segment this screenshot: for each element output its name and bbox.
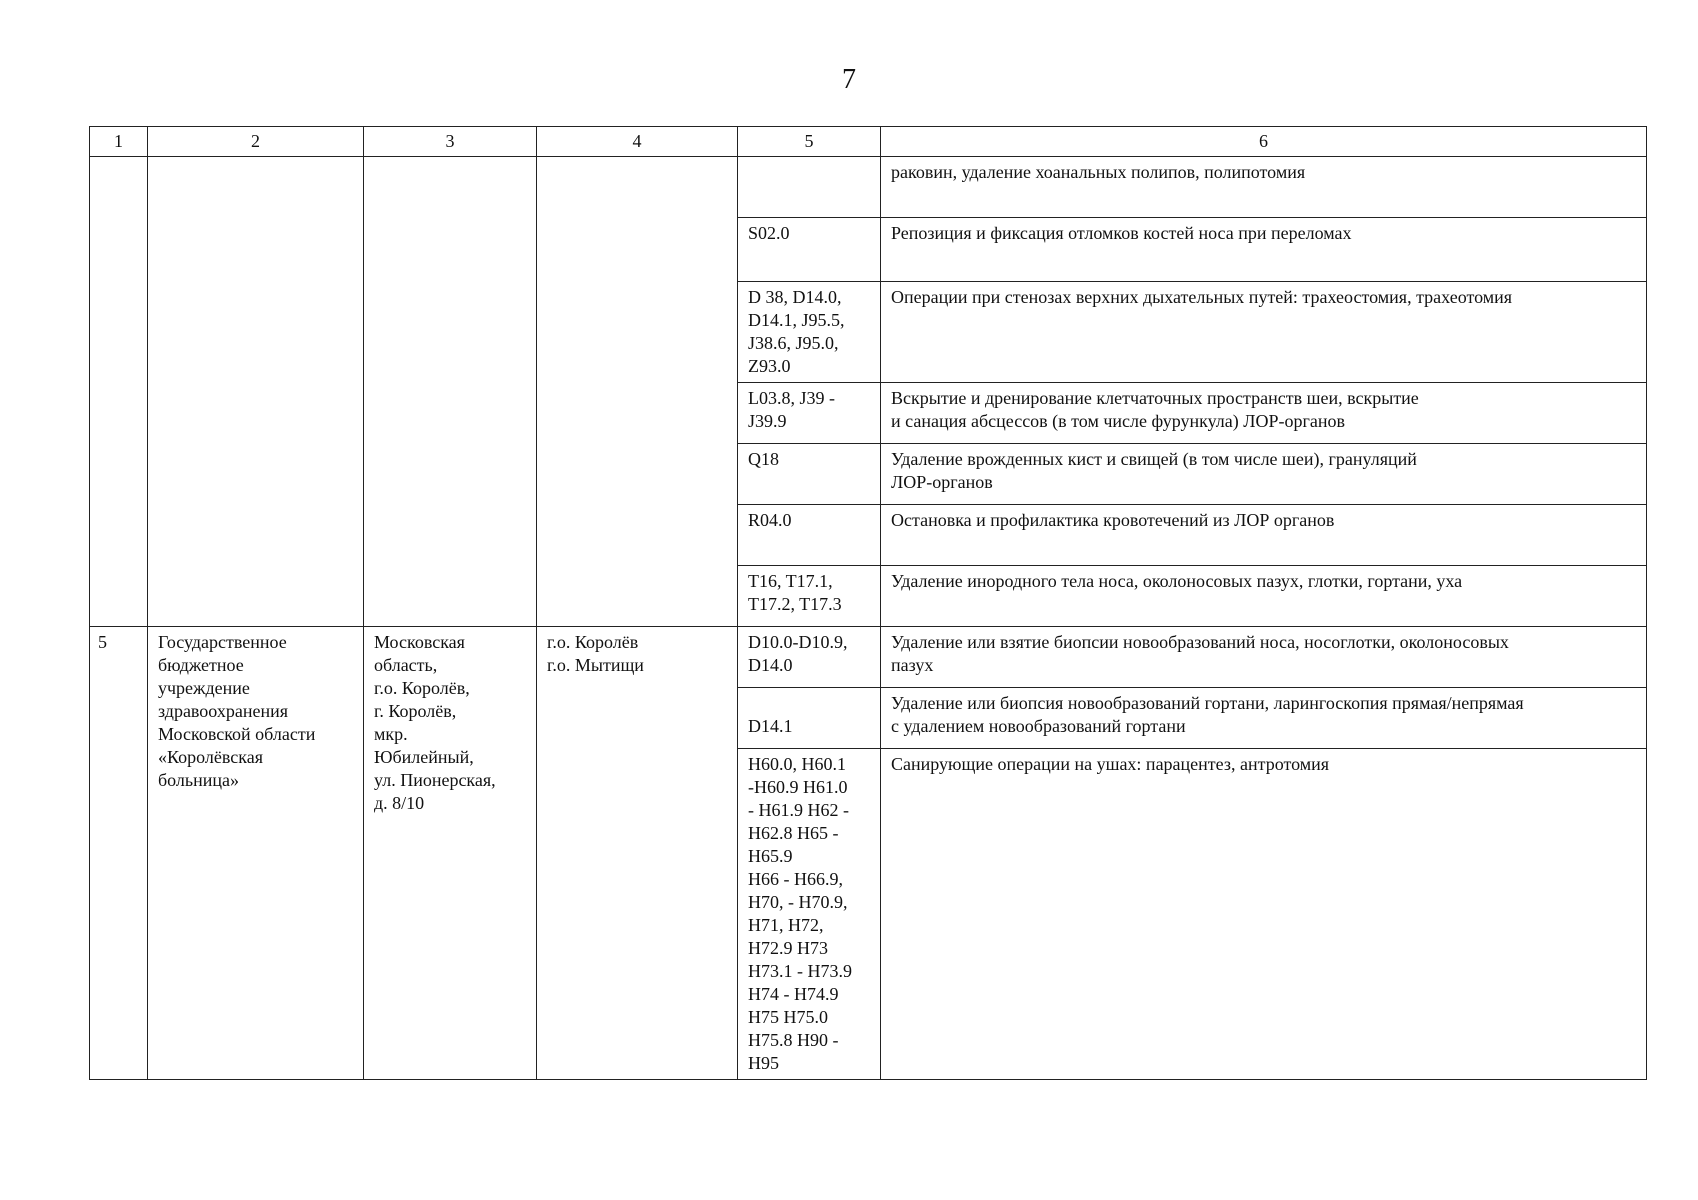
header-cell-1: 1 bbox=[90, 127, 148, 157]
header-cell-5: 5 bbox=[738, 127, 881, 157]
address-cell: Московская область, г.о. Королёв, г. Королёв, мкр. Юбилейный, ул. Пионерская, д. 8/10 bbox=[364, 627, 537, 1080]
continuation-address-cell bbox=[364, 157, 537, 627]
description-cell: Удаление или биопсия новообразований гортани, ларингоскопия прямая/непрямая с удалением новообразований гортани bbox=[881, 688, 1647, 749]
codes-cell: D14.1 bbox=[738, 688, 881, 749]
codes-cell: T16, T17.1, T17.2, T17.3 bbox=[738, 566, 881, 627]
continuation-number-cell bbox=[90, 157, 148, 627]
description-cell: Удаление инородного тела носа, околоносовых пазух, глотки, гортани, уха bbox=[881, 566, 1647, 627]
description-cell: Санирующие операции на ушах: парацентез, антротомия bbox=[881, 749, 1647, 1080]
codes-cell: S02.0 bbox=[738, 218, 881, 282]
continuation-districts-cell bbox=[537, 157, 738, 627]
districts-cell: г.о. Королёв г.о. Мытищи bbox=[537, 627, 738, 1080]
codes-cell: D10.0-D10.9, D14.0 bbox=[738, 627, 881, 688]
description-cell: Операции при стенозах верхних дыхательных путей: трахеостомия, трахеотомия bbox=[881, 282, 1647, 383]
page-number: 7 bbox=[842, 64, 856, 95]
codes-cell: L03.8, J39 - J39.9 bbox=[738, 383, 881, 444]
continuation-organization-cell bbox=[148, 157, 364, 627]
header-row bbox=[90, 127, 1647, 157]
header-cell-2: 2 bbox=[148, 127, 364, 157]
header-cell-4: 4 bbox=[537, 127, 738, 157]
description-cell: Удаление или взятие биопсии новообразований носа, носоглотки, околоносовых пазух bbox=[881, 627, 1647, 688]
header-cell-3: 3 bbox=[364, 127, 537, 157]
codes-cell: Q18 bbox=[738, 444, 881, 505]
codes-cell bbox=[738, 157, 881, 218]
description-cell: Остановка и профилактика кровотечений из ЛОР органов bbox=[881, 505, 1647, 566]
services-table bbox=[89, 126, 1647, 1080]
entry-number-cell: 5 bbox=[90, 627, 148, 1080]
description-cell: Удаление врожденных кист и свищей (в том числе шеи), грануляций ЛОР-органов bbox=[881, 444, 1647, 505]
codes-cell: R04.0 bbox=[738, 505, 881, 566]
codes-cell: D 38, D14.0, D14.1, J95.5, J38.6, J95.0, Z93.0 bbox=[738, 282, 881, 383]
description-cell: Репозиция и фиксация отломков костей носа при переломах bbox=[881, 218, 1647, 282]
description-cell: раковин, удаление хоанальных полипов, полипотомия bbox=[881, 157, 1647, 218]
organization-cell: Государственное бюджетное учреждение здравоохранения Московской области «Королёвская больница» bbox=[148, 627, 364, 1080]
table-row bbox=[90, 157, 1647, 218]
codes-cell: H60.0, H60.1 -H60.9 H61.0 - H61.9 H62 - H62.8 H65 - H65.9 H66 - H66.9, H70, - H70.9, H71, H72, H72.9 H73 H73.1 - H73.9 H74 - H74.9 H75 H75.0 H75.8 H90 - H95 bbox=[738, 749, 881, 1080]
table-row bbox=[90, 627, 1647, 688]
header-cell-6: 6 bbox=[881, 127, 1647, 157]
description-cell: Вскрытие и дренирование клетчаточных пространств шеи, вскрытие и санация абсцессов (в том числе фурункула) ЛОР-органов bbox=[881, 383, 1647, 444]
